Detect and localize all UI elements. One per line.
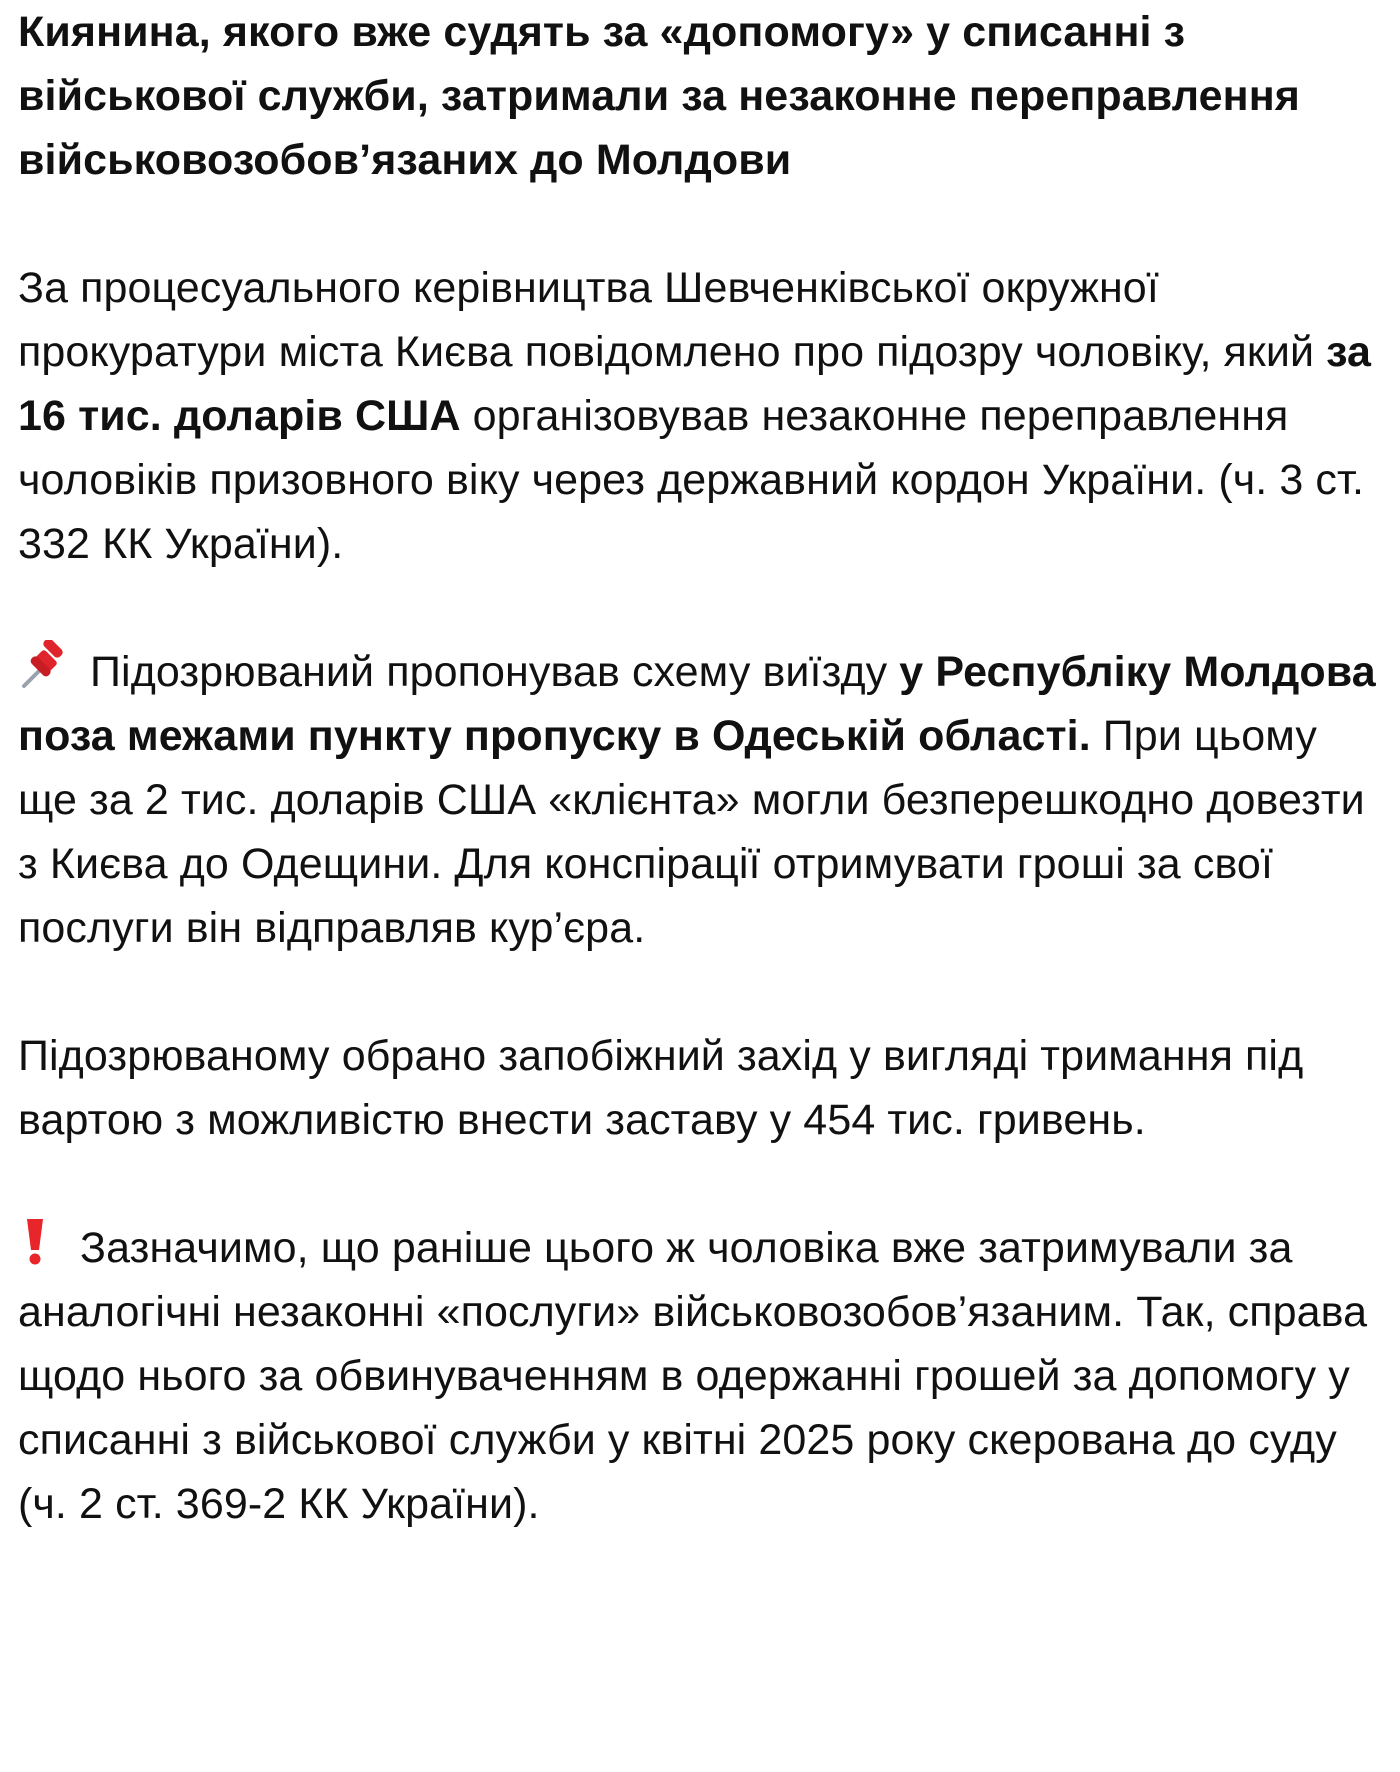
paragraph-suspicion-amount: за 16 тис. доларів США [18, 328, 1372, 440]
exclamation-icon [18, 1216, 68, 1280]
paragraph-note [18, 1216, 1388, 1536]
pushpin-icon [18, 640, 78, 704]
paragraph-note-text: Зазначимо, що раніше цього ж чоловіка вже затримували за аналогічні незаконні «послуги» військовозобов’язаним. Так, справа щодо нього за обвинуваченням в одержанні грошей за допомогу у списанні з військової служби у квітні 2025 року скерована до суду (ч. 2 ст. 369-2 КК України). [18, 1224, 1368, 1528]
paragraph-scheme [18, 640, 1388, 960]
post-title: Киянина, якого вже судять за «допомогу» у списанні з військової служби, затримали за незаконне переправлення військовозобов’язаних до Молдови [18, 8, 1300, 184]
paragraph-scheme-text-1: Підозрюваний пропонував схему виїзду [78, 648, 900, 696]
paragraph-suspicion [18, 256, 1388, 576]
paragraph-suspicion-text-2: організовував незаконне переправлення чоловіків призовного віку через державний кордон України. (ч. 3 ст. 332 КК України). [18, 392, 1365, 568]
paragraph-suspicion-text-1: За процесуального керівництва Шевченківської окружної прокуратури міста Києва повідомлено про підозру чоловіку, який [18, 264, 1327, 376]
paragraph-scheme-destination: у Республіку Молдова поза межами пункту пропуску в Одеській області. [18, 648, 1376, 760]
post-body [18, 0, 1388, 1536]
paragraph-detention: Підозрюваному обрано запобіжний захід у вигляді тримання під вартою з можливістю внести заставу у 454 тис. гривень. [18, 1032, 1304, 1144]
paragraph-scheme-text-2: При цьому ще за 2 тис. доларів США «клієнта» могли безперешкодно довезти з Києва до Одещини. Для конспірації отримувати гроші за свої послуги він відправляв кур’єра. [18, 712, 1365, 952]
